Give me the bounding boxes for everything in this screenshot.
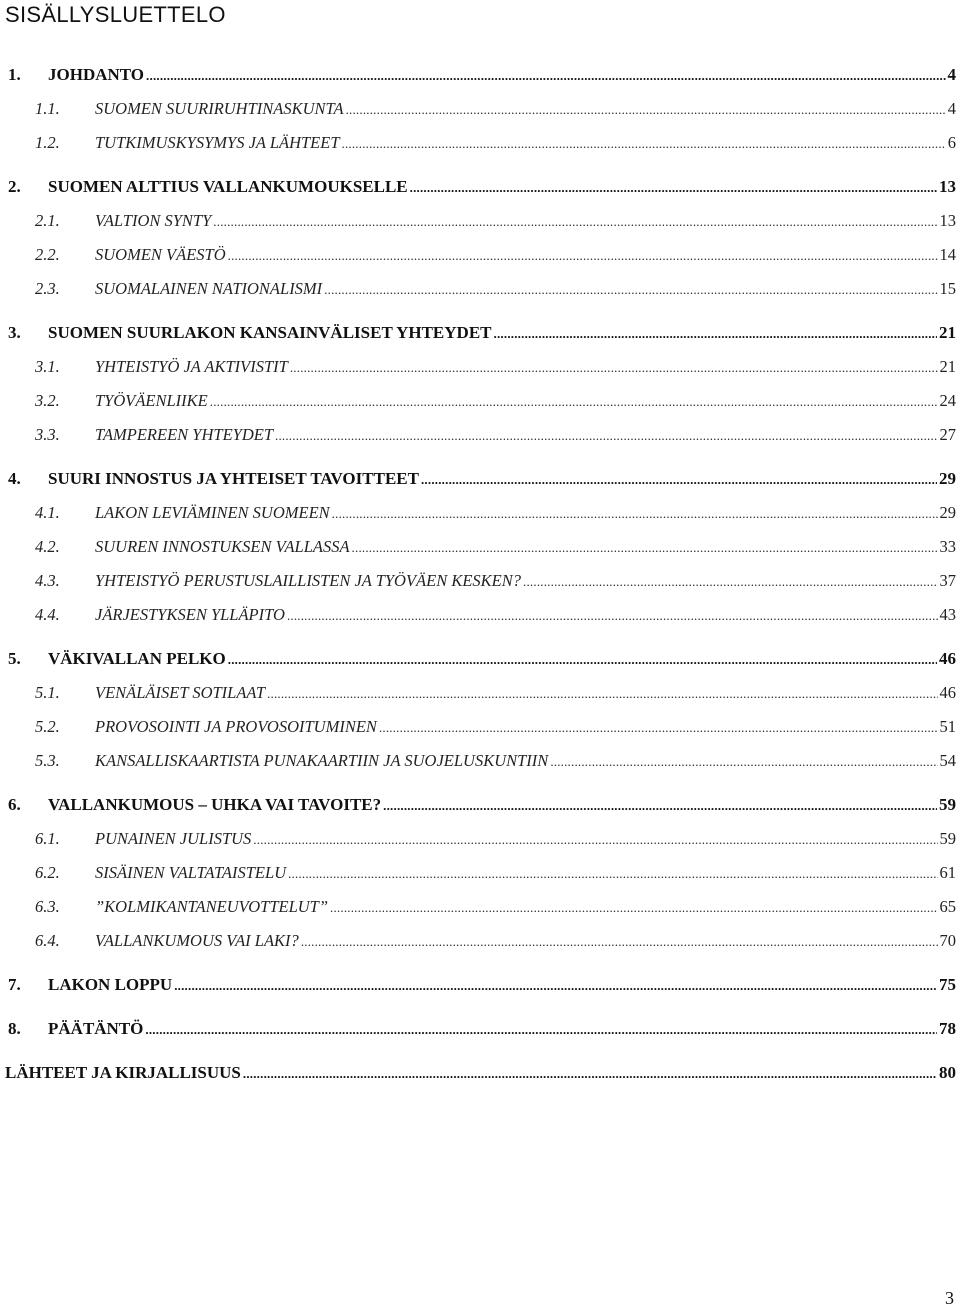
entry-number: 4.2.: [35, 537, 60, 556]
entry-number: 5.: [8, 649, 21, 668]
entry-title: VALLANKUMOUS – UHKA VAI TAVOITE?: [48, 795, 382, 814]
entry-title: KANSALLISKAARTISTA PUNAKAARTIIN JA SUOJELUSKUNTIIN: [95, 751, 549, 770]
toc-section-entry[interactable]: [0, 748, 956, 782]
entry-page: 70: [939, 931, 956, 950]
toc-section-entry[interactable]: [0, 826, 956, 860]
entry-page: 61: [939, 863, 956, 882]
dot-leader: [243, 1060, 937, 1087]
toc-chapter-entry[interactable]: [0, 972, 956, 1006]
entry-number: 1.2.: [35, 133, 60, 152]
entry-page: 15: [939, 279, 956, 298]
entry-page: 59: [939, 829, 956, 848]
dot-leader: [275, 422, 938, 449]
toc-section-entry[interactable]: [0, 388, 956, 422]
entry-number: 2.3.: [35, 279, 60, 298]
entry-number: 2.2.: [35, 245, 60, 264]
entry-number: 3.3.: [35, 425, 60, 444]
toc-section-entry[interactable]: [0, 928, 956, 962]
entry-page: 46: [939, 683, 956, 702]
toc-section-entry[interactable]: [0, 680, 956, 714]
entry-page: 37: [939, 571, 956, 590]
entry-page: 21: [939, 323, 956, 342]
entry-title: TAMPEREEN YHTEYDET: [95, 425, 273, 444]
entry-number: 4.1.: [35, 503, 60, 522]
entry-number: 6.2.: [35, 863, 60, 882]
entry-title: SUOMEN SUURIRUHTINASKUNTA: [95, 99, 344, 118]
dot-leader: [523, 568, 937, 595]
entry-page: 46: [939, 649, 956, 668]
dot-leader: [174, 972, 937, 999]
dot-leader: [332, 500, 938, 527]
entry-title: PUNAINEN JULISTUS: [95, 829, 252, 848]
entry-page: 4: [947, 65, 956, 84]
entry-page: 59: [939, 795, 956, 814]
entry-page: 33: [939, 537, 956, 556]
entry-title: VENÄLÄISET SOTILAAT: [95, 683, 266, 702]
entry-number: 8.: [8, 1019, 21, 1038]
entry-page: 13: [939, 211, 956, 230]
dot-leader: [342, 130, 946, 157]
dot-leader: [421, 466, 937, 493]
table-of-contents: [0, 62, 956, 1094]
toc-chapter-entry[interactable]: [0, 1016, 956, 1050]
entry-title: PÄÄTÄNTÖ: [48, 1019, 144, 1038]
entry-page: 43: [939, 605, 956, 624]
dot-leader: [383, 792, 937, 819]
toc-chapter-entry[interactable]: [0, 1060, 956, 1094]
toc-section-entry[interactable]: [0, 500, 956, 534]
dot-leader: [330, 894, 937, 921]
entry-title: VALLANKUMOUS VAI LAKI?: [95, 931, 299, 950]
toc-section-entry[interactable]: [0, 860, 956, 894]
entry-page: 80: [939, 1063, 956, 1082]
entry-title: VÄKIVALLAN PELKO: [48, 649, 226, 668]
entry-page: 13: [939, 177, 956, 196]
entry-title: YHTEISTYÖ JA AKTIVISTIT: [95, 357, 288, 376]
entry-number: 1.1.: [35, 99, 60, 118]
entry-number: 7.: [8, 975, 21, 994]
entry-number: 3.: [8, 323, 21, 342]
dot-leader: [288, 860, 937, 887]
dot-leader: [379, 714, 938, 741]
page-number: 3: [945, 1288, 954, 1308]
entry-title: SUURI INNOSTUS JA YHTEISET TAVOITTEET: [48, 469, 419, 488]
entry-number: 1.: [8, 65, 21, 84]
entry-number: 5.1.: [35, 683, 60, 702]
toc-chapter-entry[interactable]: [0, 174, 956, 208]
entry-number: 5.2.: [35, 717, 60, 736]
page-title: SISÄLLYSLUETTELO: [5, 2, 226, 27]
entry-title: TYÖVÄENLIIKE: [95, 391, 208, 410]
dot-leader: [228, 646, 937, 673]
entry-number: 2.: [8, 177, 21, 196]
entry-number: 6.1.: [35, 829, 60, 848]
entry-title: SUOMEN ALTTIUS VALLANKUMOUKSELLE: [48, 177, 408, 196]
toc-section-entry[interactable]: [0, 568, 956, 602]
dot-leader: [352, 534, 938, 561]
toc-section-entry[interactable]: [0, 354, 956, 388]
toc-section-entry[interactable]: [0, 894, 956, 928]
toc-section-entry[interactable]: [0, 276, 956, 310]
dot-leader: [301, 928, 938, 955]
entry-page: 4: [947, 99, 956, 118]
dot-leader: [290, 354, 938, 381]
dot-leader: [253, 826, 937, 853]
entry-number: 4.4.: [35, 605, 60, 624]
entry-page: 27: [939, 425, 956, 444]
entry-number: 6.: [8, 795, 21, 814]
entry-title: LAKON LOPPU: [48, 975, 173, 994]
entry-page: 6: [947, 133, 956, 152]
toc-section-entry[interactable]: [0, 602, 956, 636]
entry-title: SISÄINEN VALTATAISTELU: [95, 863, 287, 882]
entry-title: SUOMEN VÄESTÖ: [95, 245, 226, 264]
toc-section-entry[interactable]: [0, 422, 956, 456]
toc-section-entry[interactable]: [0, 534, 956, 568]
entry-page: 14: [939, 245, 956, 264]
entry-title: ”KOLMIKANTANEUVOTTELUT”: [95, 897, 329, 916]
dot-leader: [228, 242, 938, 269]
entry-title: PROVOSOINTI JA PROVOSOITUMINEN: [95, 717, 377, 736]
toc-chapter-entry[interactable]: [0, 646, 956, 680]
entry-page: 78: [939, 1019, 956, 1038]
toc-chapter-entry[interactable]: [0, 62, 956, 96]
dot-leader: [410, 174, 937, 201]
entry-title: SUUREN INNOSTUKSEN VALLASSA: [95, 537, 350, 556]
entry-title: LAKON LEVIÄMINEN SUOMEEN: [95, 503, 330, 522]
entry-number: 6.4.: [35, 931, 60, 950]
entry-page: 21: [939, 357, 956, 376]
toc-chapter-entry[interactable]: [0, 792, 956, 826]
dot-leader: [145, 1016, 937, 1043]
entry-page: 24: [939, 391, 956, 410]
entry-number: 3.2.: [35, 391, 60, 410]
entry-title: JOHDANTO: [48, 65, 145, 84]
toc-section-entry[interactable]: [0, 208, 956, 242]
entry-page: 29: [939, 503, 956, 522]
toc-section-entry[interactable]: [0, 130, 956, 164]
entry-page: 65: [939, 897, 956, 916]
entry-number: 4.3.: [35, 571, 60, 590]
dot-leader: [494, 320, 937, 347]
entry-title: SUOMALAINEN NATIONALISMI: [95, 279, 323, 298]
entry-number: 3.1.: [35, 357, 60, 376]
toc-chapter-entry[interactable]: [0, 320, 956, 354]
entry-title: VALTION SYNTY: [95, 211, 212, 230]
entry-number: 4.: [8, 469, 21, 488]
toc-chapter-entry[interactable]: [0, 466, 956, 500]
dot-leader: [267, 680, 937, 707]
toc-section-entry[interactable]: [0, 96, 956, 130]
toc-section-entry[interactable]: [0, 714, 956, 748]
entry-page: 29: [939, 469, 956, 488]
entry-page: 51: [939, 717, 956, 736]
entry-title: SUOMEN SUURLAKON KANSAINVÄLISET YHTEYDET: [48, 323, 492, 342]
entry-title: TUTKIMUSKYSYMYS JA LÄHTEET: [95, 133, 340, 152]
entry-number: 5.3.: [35, 751, 60, 770]
dot-leader: [287, 602, 938, 629]
entry-title: YHTEISTYÖ PERUSTUSLAILLISTEN JA TYÖVÄEN KESKEN?: [95, 571, 522, 590]
entry-number: 6.3.: [35, 897, 60, 916]
entry-title: LÄHTEET JA KIRJALLISUUS: [5, 1063, 241, 1082]
entry-page: 54: [939, 751, 956, 770]
entry-number: 2.1.: [35, 211, 60, 230]
dot-leader: [346, 96, 946, 123]
entry-title: JÄRJESTYKSEN YLLÄPITO: [95, 605, 285, 624]
dot-leader: [210, 388, 938, 415]
dot-leader: [146, 62, 945, 89]
dot-leader: [213, 208, 937, 235]
dot-leader: [324, 276, 937, 303]
entry-page: 75: [939, 975, 956, 994]
dot-leader: [550, 748, 937, 775]
toc-section-entry[interactable]: [0, 242, 956, 276]
